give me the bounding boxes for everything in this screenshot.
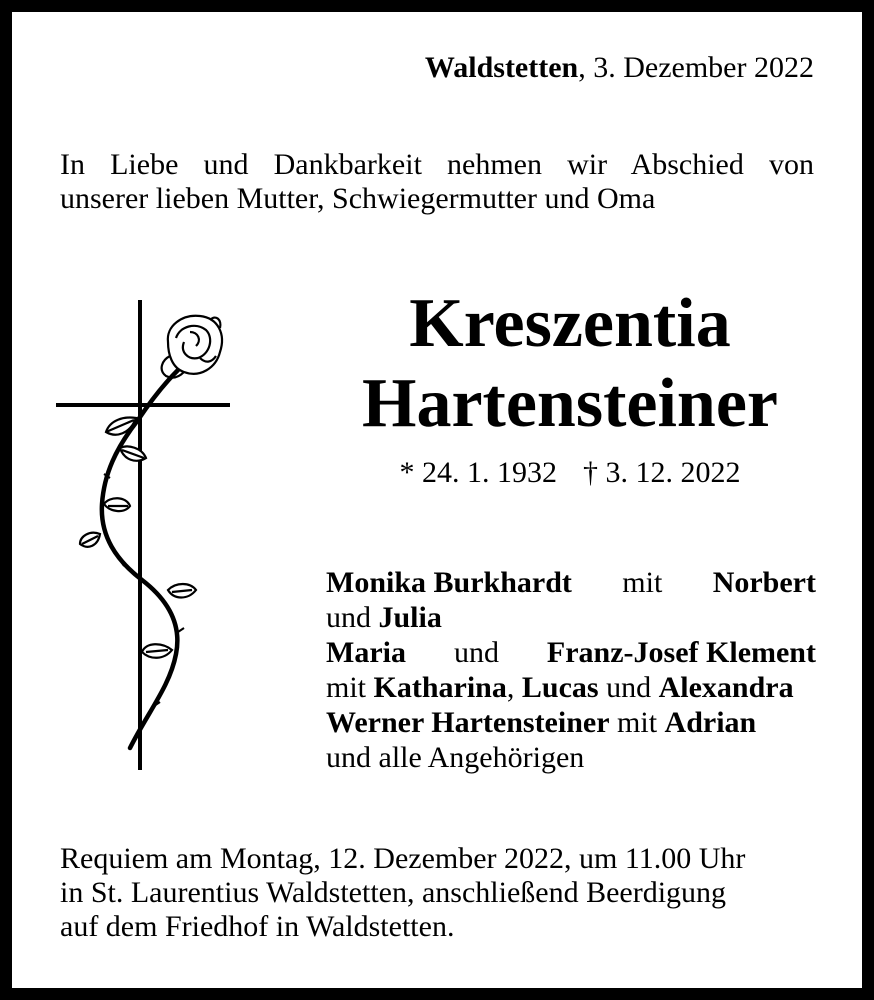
family-row-6: und alle Angehörigen — [326, 741, 585, 774]
cross-with-rose-icon — [50, 298, 240, 778]
family-connector: mit — [326, 671, 367, 704]
family-name: Monika Burkhardt — [326, 566, 572, 599]
family-separator: , — [506, 671, 515, 704]
intro-text — [60, 148, 814, 216]
death-date: † 3. 12. 2022 — [583, 456, 741, 489]
family-name: Katharina — [373, 671, 507, 704]
family-name: Maria — [326, 636, 406, 669]
intro-line-2: unserer lieben Mutter, Schwiegermutter und Oma — [60, 182, 656, 215]
bereaved-family-list — [326, 565, 816, 775]
deceased-first-name: Kreszentia — [409, 285, 731, 362]
intro-line-1: In Liebe und Dankbarkeit nehmen wir Abschied von — [60, 148, 814, 181]
family-name: Franz-Josef Klement — [546, 636, 816, 669]
family-row-2 — [326, 600, 816, 635]
family-connector: und — [606, 671, 652, 704]
notice-date: , 3. Dezember 2022 — [578, 51, 814, 84]
family-connector: und — [326, 601, 371, 634]
family-connector: mit — [622, 566, 663, 599]
family-name: Norbert — [712, 566, 816, 599]
family-row-1 — [326, 565, 816, 600]
birth-date: * 24. 1. 1932 — [399, 456, 557, 489]
life-dates — [300, 455, 840, 491]
family-name: Werner Hartensteiner — [326, 706, 610, 739]
family-connector: mit — [617, 706, 658, 739]
deceased-last-name: Hartensteiner — [362, 365, 778, 442]
family-row-4 — [326, 670, 816, 705]
requiem-line-3: auf dem Friedhof in Waldstetten. — [60, 910, 455, 943]
family-name: Julia — [378, 601, 442, 634]
family-connector: und — [453, 636, 499, 669]
requiem-info — [60, 842, 814, 944]
family-row-3 — [326, 635, 816, 670]
family-row-5 — [326, 705, 816, 740]
requiem-line-2: in St. Laurentius Waldstetten, anschließend Beerdigung — [60, 876, 727, 909]
family-name: Alexandra — [658, 671, 794, 704]
requiem-line-1: Requiem am Montag, 12. Dezember 2022, um 11.00 Uhr — [60, 842, 746, 875]
place-date-line — [425, 50, 814, 86]
family-name: Lucas — [521, 671, 599, 704]
place-name: Waldstetten — [424, 51, 579, 84]
family-name: Adrian — [664, 706, 757, 739]
